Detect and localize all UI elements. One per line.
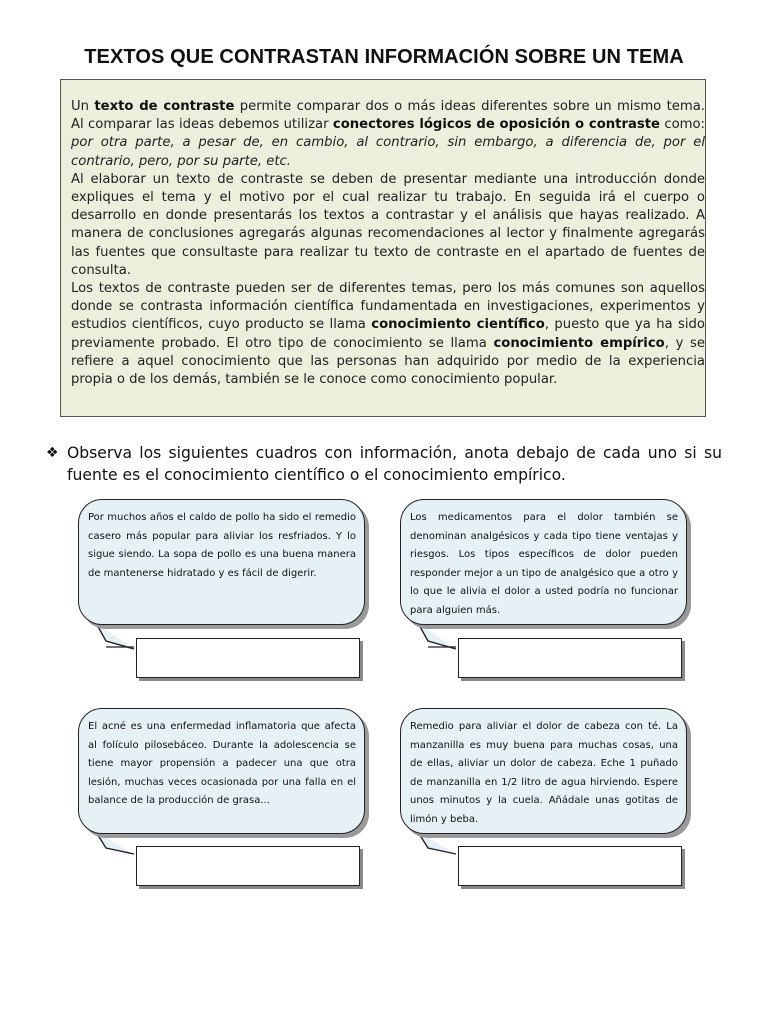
answer-box-1[interactable] <box>136 638 360 678</box>
info-bubble <box>78 499 365 625</box>
answer-box-4[interactable] <box>458 846 682 886</box>
bubble-text: Remedio para aliviar el dolor de cabeza con té. La manzanilla es muy buena para muchas cosas, una de ellas, aliviar un dolor de cabeza. Eche 1 puñado de manzanilla en 1/2 litro de agua hirviendo. Espere unos minutos y la cuela. Añádale unas gotitas de limón y beba. <box>410 721 678 825</box>
bubble-text: El acné es una enfermedad inflamatoria que afecta al folículo pilosebáceo. Durante la adolescencia se tiene mayor propensión a padecer una que otra lesión, muchas veces ocasionada por una falla en el balance de la producción de grasa... <box>88 721 356 806</box>
page-title: TEXTOS QUE CONTRASTAN INFORMACIÓN SOBRE UN TEMA <box>84 46 684 68</box>
instruction <box>46 442 722 486</box>
info-bubble <box>400 499 687 625</box>
answer-box-2[interactable] <box>458 638 682 678</box>
intro-paragraph-1: Un texto de contraste permite comparar dos o más ideas diferentes sobre un mismo tema. Al comparar las ideas debemos utilizar conectores lógicos de oposición o contraste como: por otra parte, a pesar de, en cambio, al contrario, sin embargo, a diferencia de, por el contrario, pero, por su parte, etc. <box>71 99 706 169</box>
intro-paragraph-2: Al elaborar un texto de contraste se deben de presentar mediante una introducción donde expliques el tema y el motivo por el cual realizar tu trabajo. En seguida irá el cuerpo o desarrollo en donde presentarás los textos a contrastar y el análisis que hayas realizado. A manera de conclusiones agregarás algunas recomendaciones al lector y finalmente agregarás las fuentes que consultaste para realizar tu texto de contraste en el apartado de fuentes de consulta. <box>71 171 705 278</box>
info-bubble <box>400 708 687 834</box>
bubble-text: Los medicamentos para el dolor también se denominan analgésicos y cada tipo tiene ventajas y riesgos. Los tipos específicos de dolor pueden responder mejor a un tipo de analgésico que a otro y lo que le alivia el dolor a usted podría no funcionar para alguien más. <box>410 512 678 616</box>
intro-paragraph-3: Los textos de contraste pueden ser de diferentes temas, pero los más comunes son aquellos donde se contrasta información científica fundamentada en investigaciones, experimentos y estudios científicos, cuyo producto se llama conocimiento científico, puesto que ya ha sido previamente probado. El otro tipo de conocimiento se llama conocimiento empírico, y se refiere a aquel conocimiento que las personas han adquirido por medio de la experiencia propia o de los demás, también se le conoce como conocimiento popular. <box>71 281 706 388</box>
intro-box <box>60 79 706 417</box>
diamond-bullet-icon: ❖ <box>46 445 59 461</box>
bubble-text: Por muchos años el caldo de pollo ha sido el remedio casero más popular para aliviar los resfriados. Y lo sigue siendo. La sopa de pollo es una buena manera de mantenerse hidratado y es fácil de digerir. <box>88 512 356 579</box>
instruction-text: Observa los siguientes cuadros con información, anota debajo de cada uno si su fuente es el conocimiento científico o el conocimiento empírico. <box>67 444 722 484</box>
answer-box-3[interactable] <box>136 846 360 886</box>
info-bubble <box>78 708 365 834</box>
